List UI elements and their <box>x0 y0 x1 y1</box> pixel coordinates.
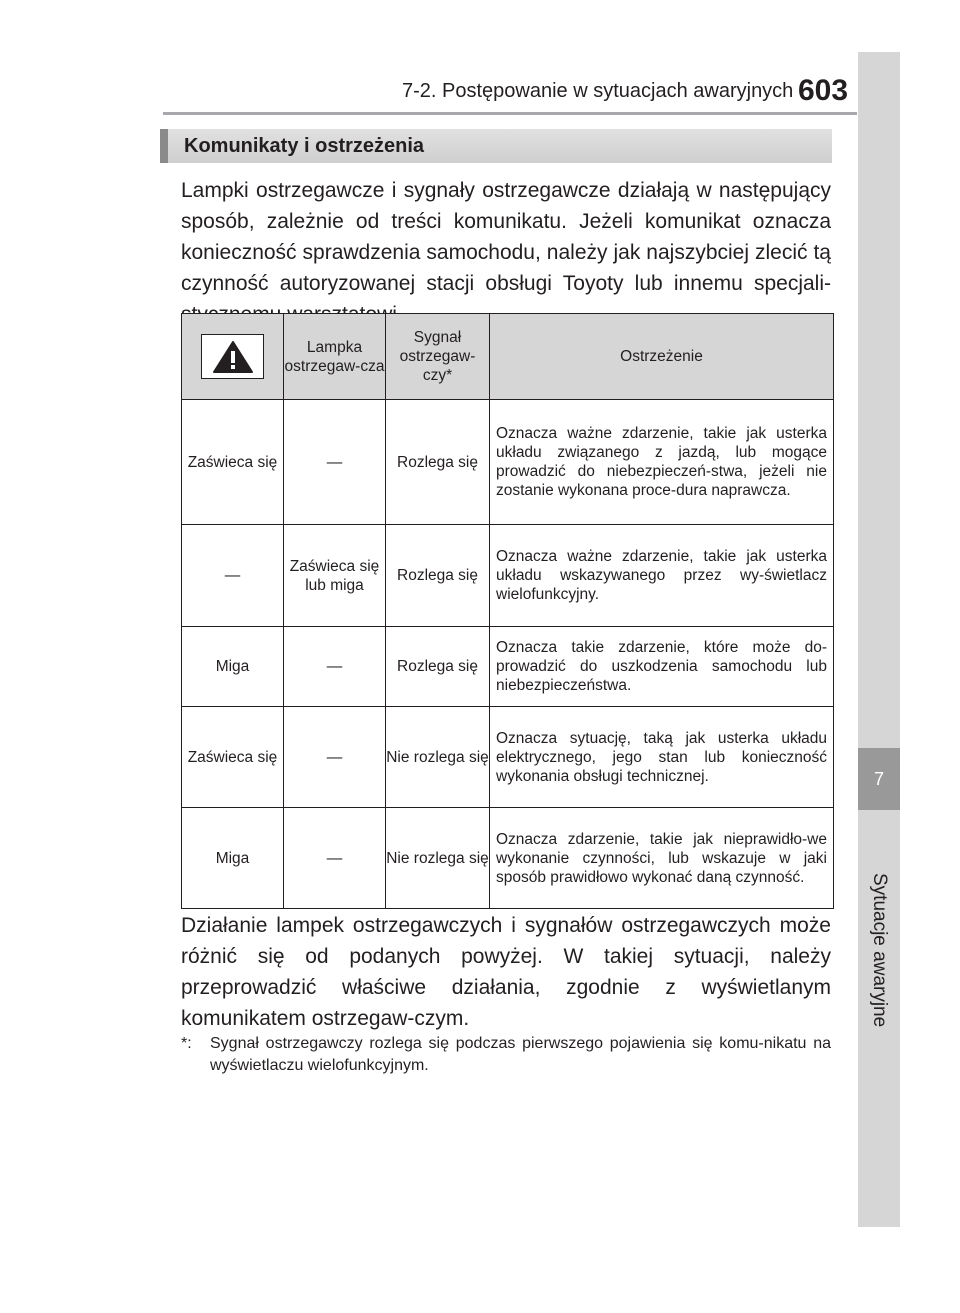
cell-lamp: Zaświeca się lub miga <box>284 525 386 627</box>
cell-lamp: — <box>284 400 386 525</box>
table-header-icon-cell <box>182 314 284 400</box>
cell-buzzer: Nie rozlega się <box>386 707 490 808</box>
chapter-number: 7 <box>858 748 900 810</box>
cell-warning: Oznacza zdarzenie, takie jak nieprawidło-we wykonanie czynności, lub wskazuje w jaki sposób prawidłowo wykonać daną czynność. <box>490 808 834 909</box>
table-header-warning: Ostrzeżenie <box>490 314 834 400</box>
table-header-row <box>182 314 834 400</box>
header-divider <box>163 112 857 115</box>
cell-buzzer: Rozlega się <box>386 627 490 707</box>
cell-master: Zaświeca się <box>182 400 284 525</box>
cell-lamp: — <box>284 707 386 808</box>
cell-warning: Oznacza takie zdarzenie, które może do-prowadzić do uszkodzenia samochodu lub niebezpieczeństwa. <box>490 627 834 707</box>
chapter-label: Sytuacje awaryjne <box>869 873 890 1028</box>
table-row <box>182 525 834 627</box>
table-row <box>182 627 834 707</box>
table-header-lamp: Lampka ostrzegaw-cza <box>284 314 386 400</box>
cell-buzzer: Rozlega się <box>386 400 490 525</box>
section-title: Komunikaty i ostrzeżenia <box>160 129 832 163</box>
cell-lamp: — <box>284 627 386 707</box>
cell-buzzer: Nie rozlega się <box>386 808 490 909</box>
footnote-mark: *: <box>181 1035 192 1052</box>
cell-master: Zaświeca się <box>182 707 284 808</box>
table-header-buzzer: Sygnał ostrzegaw-czy* <box>386 314 490 400</box>
cell-master: Miga <box>182 808 284 909</box>
table-row <box>182 707 834 808</box>
footnote-text: Sygnał ostrzegawczy rozlega się podczas pierwszego pojawienia się komu-nikatu na wyświetlaczu wielofunkcyjnym. <box>210 1035 831 1074</box>
cell-master: Miga <box>182 627 284 707</box>
warning-icon-box <box>201 334 264 379</box>
table-row <box>182 400 834 525</box>
intro-paragraph: Lampki ostrzegawcze i sygnały ostrzegawcze działają w następujący sposób, zależnie od treści komunikatu. Jeżeli komunikat oznacza konieczność sprawdzenia samochodu, należy jak najszybciej zlecić tą czynność autoryzowanej stacji obsługi Toyoty lub innemu specjali- <box>181 179 831 295</box>
warning-table <box>181 313 834 909</box>
cell-warning: Oznacza ważne zdarzenie, takie jak usterka układu wskazywanego przez wy-świetlacz wielofunkcyjny. <box>490 525 834 627</box>
cell-warning: Oznacza sytuację, taką jak usterka układu elektrycznego, jego stan lub konieczność wykonania obsługi technicznej. <box>490 707 834 808</box>
cell-warning: Oznacza ważne zdarzenie, takie jak usterka układu związanego z jazdą, lub mogące prowadzić do niebezpieczeń-stwa, jeżeli nie zostanie wykonana proce-dura naprawcza. <box>490 400 834 525</box>
footnote <box>181 1033 831 1077</box>
cell-lamp: — <box>284 808 386 909</box>
warning-triangle-icon <box>212 340 254 374</box>
header-title: 7-2. Postępowanie w sytuacjach awaryjnych <box>402 80 794 102</box>
cell-buzzer: Rozlega się <box>386 525 490 627</box>
table-row <box>182 808 834 909</box>
chapter-side-tab <box>858 52 900 1227</box>
outro-paragraph: Działanie lampek ostrzegawczych i sygnałów ostrzegawczych może różnić się od podanych powyżej. W takiej sytuacji, należy przeprowadzić właściwe działania, zgodnie z wyświetlanym komunikatem ostrzegaw-czym. <box>181 914 831 1030</box>
cell-master: — <box>182 525 284 627</box>
page-number: 603 <box>798 74 849 107</box>
